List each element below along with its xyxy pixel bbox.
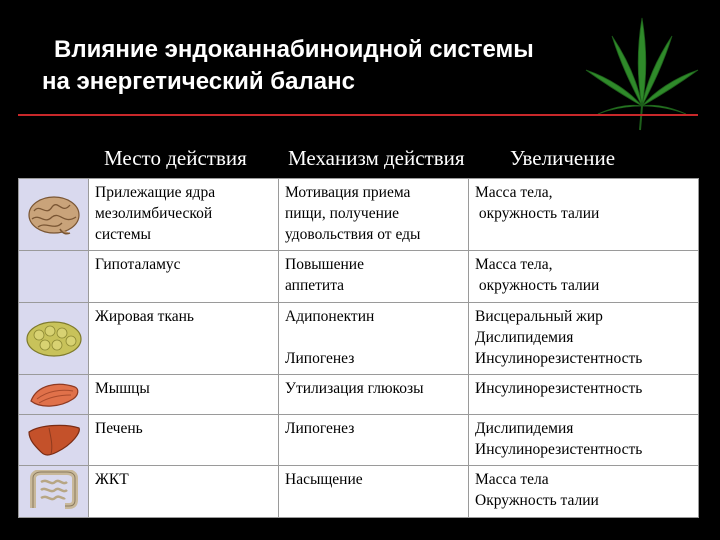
table-row — [19, 466, 699, 518]
row-icon-cell — [19, 179, 89, 251]
cell-mechanism: Насыщение — [279, 466, 469, 518]
cell-mechanism: Повышение аппетита — [279, 251, 469, 303]
cell-increase: Масса тела, окружность талии — [469, 179, 699, 251]
slide-title-line-2: на энергетический баланс — [42, 68, 355, 95]
cell-mechanism: Адипонектин Липогенез — [279, 303, 469, 375]
cell-mechanism: Утилизация глюкозы — [279, 375, 469, 415]
table-row — [19, 415, 699, 466]
cell-place: ЖКТ — [89, 466, 279, 518]
cell-increase: Висцеральный жир Дислипидемия Инсулинорезистентность — [469, 303, 699, 375]
cell-place: Гипоталамус — [89, 251, 279, 303]
table-row — [19, 375, 699, 415]
cell-place: Жировая ткань — [89, 303, 279, 375]
muscle-icon — [27, 379, 81, 411]
cell-mechanism: Мотивация приема пищи, получение удовольствия от еды — [279, 179, 469, 251]
slide-title-line-1: Влияние эндоканнабиноидной системы — [54, 36, 534, 63]
slide-title — [42, 34, 534, 98]
header-mechanism: Механизм действия — [288, 146, 465, 170]
header-increase: Увеличение — [510, 146, 616, 170]
row-icon-cell — [19, 415, 89, 466]
intestine-icon — [25, 470, 83, 514]
table-row — [19, 303, 699, 375]
column-headers — [0, 146, 720, 172]
row-icon-cell — [19, 303, 89, 375]
cell-place: Мышцы — [89, 375, 279, 415]
adipose-tissue-icon — [25, 319, 83, 359]
table-row — [19, 251, 699, 303]
cell-increase: Инсулинорезистентность — [469, 375, 699, 415]
title-divider — [18, 114, 698, 116]
effects-table — [18, 178, 699, 518]
row-icon-cell — [19, 251, 89, 303]
row-icon-cell — [19, 466, 89, 518]
cell-place: Печень — [89, 415, 279, 466]
cell-increase: Масса тела Окружность талии — [469, 466, 699, 518]
cell-mechanism: Липогенез — [279, 415, 469, 466]
cell-increase: Масса тела, окружность талии — [469, 251, 699, 303]
cell-place: Прилежащие ядра мезолимбической системы — [89, 179, 279, 251]
cell-increase: Дислипидемия Инсулинорезистентность — [469, 415, 699, 466]
row-icon-cell — [19, 375, 89, 415]
table-row — [19, 179, 699, 251]
header-place: Место действия — [104, 146, 247, 170]
brain-icon — [26, 193, 82, 237]
liver-icon — [27, 422, 81, 458]
hypothalamus-icon — [26, 267, 82, 287]
